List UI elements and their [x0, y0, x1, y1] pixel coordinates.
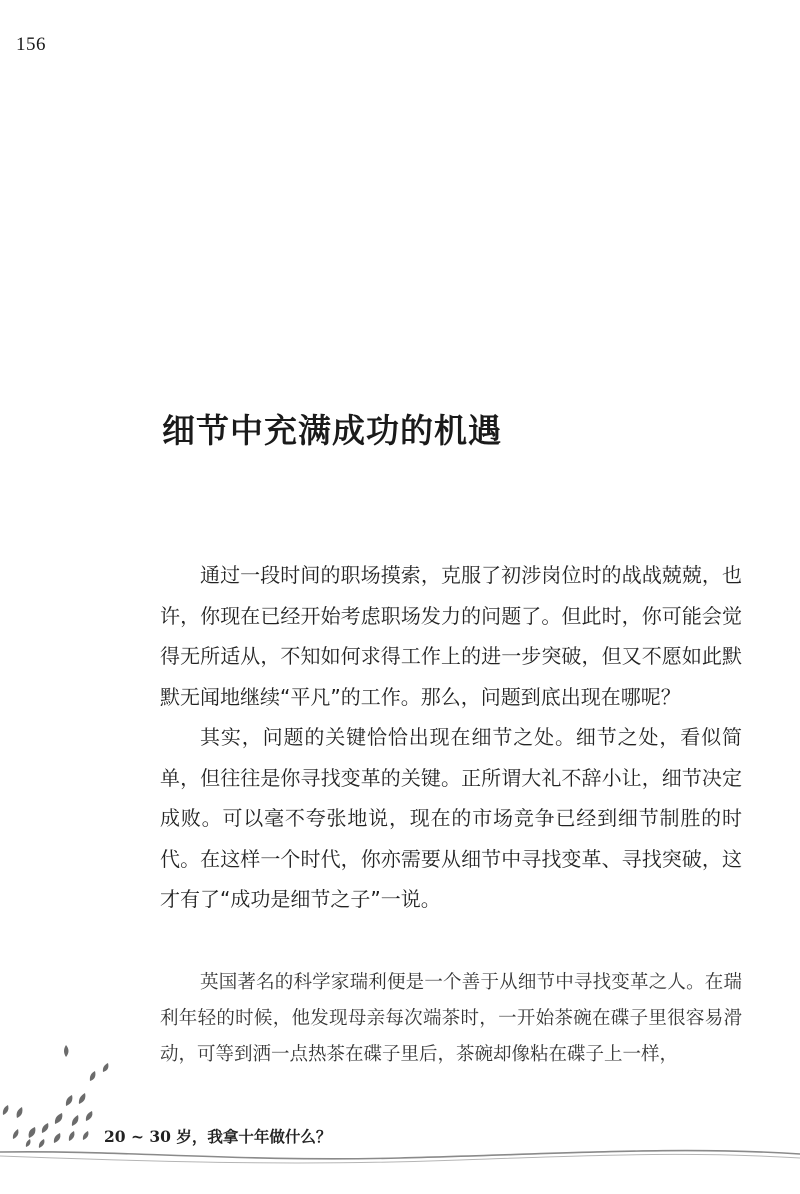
paragraph: 其实，问题的关键恰恰出现在细节之处。细节之处，看似简单，但往往是你寻找变革的关键。正所谓大礼不辞小让，细节决定成败。可以毫不夸张地说，现在的市场竞争已经到细节制胜的时代。在这样一个时代，你亦需要从细节中寻找变革、寻找突破，这才有了“成功是细节之子”一说。 — [160, 725, 742, 911]
paragraph: 英国著名的科学家瑞利便是一个善于从细节中寻找变革之人。在瑞利年轻的时候，他发现母亲每次端茶时，一开始茶碗在碟子里很容易滑动，可等到洒一点热茶在碟子里后，茶碗却像粘在碟子上一样， — [160, 972, 742, 1065]
chapter-title: 细节中充满成功的机遇 — [162, 411, 502, 450]
paragraph: 通过一段时间的职场摸索，克服了初涉岗位时的战战兢兢，也许，你现在已经开始考虑职场发力的问题了。但此时，你可能会觉得无所适从，不知如何求得工作上的进一步突破，但又不愿如此默默无闻地继续“平凡”的工作。那么，问题到底出现在哪呢？ — [160, 563, 742, 709]
main-text — [160, 555, 742, 920]
footer-book-title: 20 ~ 30 岁，我拿十年做什么？ — [104, 1125, 337, 1147]
story-text — [160, 965, 742, 1073]
page-number: 156 — [16, 34, 46, 55]
